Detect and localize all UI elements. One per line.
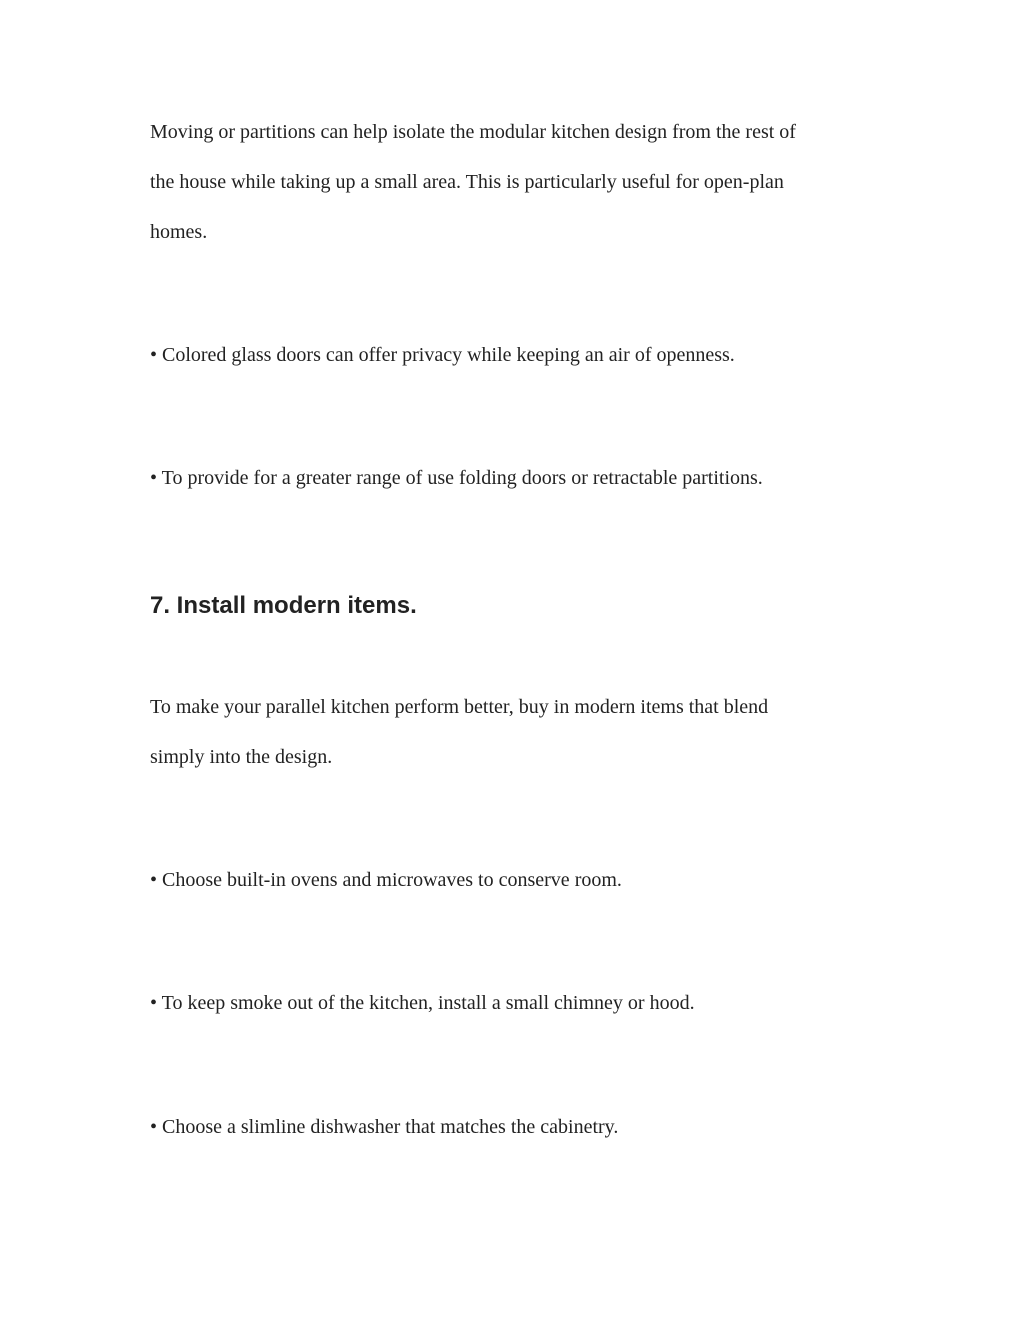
paragraph-line: homes. xyxy=(150,221,208,243)
bullet-item: • To keep smoke out of the kitchen, install a small chimney or hood. xyxy=(150,992,695,1014)
paragraph-line: simply into the design. xyxy=(150,746,333,768)
bullet-item: • To provide for a greater range of use folding doors or retractable partitions. xyxy=(150,467,763,489)
paragraph-line: Moving or partitions can help isolate the modular kitchen design from the rest of xyxy=(150,121,796,143)
bullet-item: • Choose built-in ovens and microwaves to conserve room. xyxy=(150,869,622,891)
bullet-item: • Choose a slimline dishwasher that matches the cabinetry. xyxy=(150,1116,619,1138)
section-heading: 7. Install modern items. xyxy=(150,592,417,619)
bullet-item: • Colored glass doors can offer privacy while keeping an air of openness. xyxy=(150,344,735,366)
paragraph-line: To make your parallel kitchen perform better, buy in modern items that blend xyxy=(150,696,769,718)
paragraph-line: the house while taking up a small area. This is particularly useful for open-plan xyxy=(150,171,784,193)
